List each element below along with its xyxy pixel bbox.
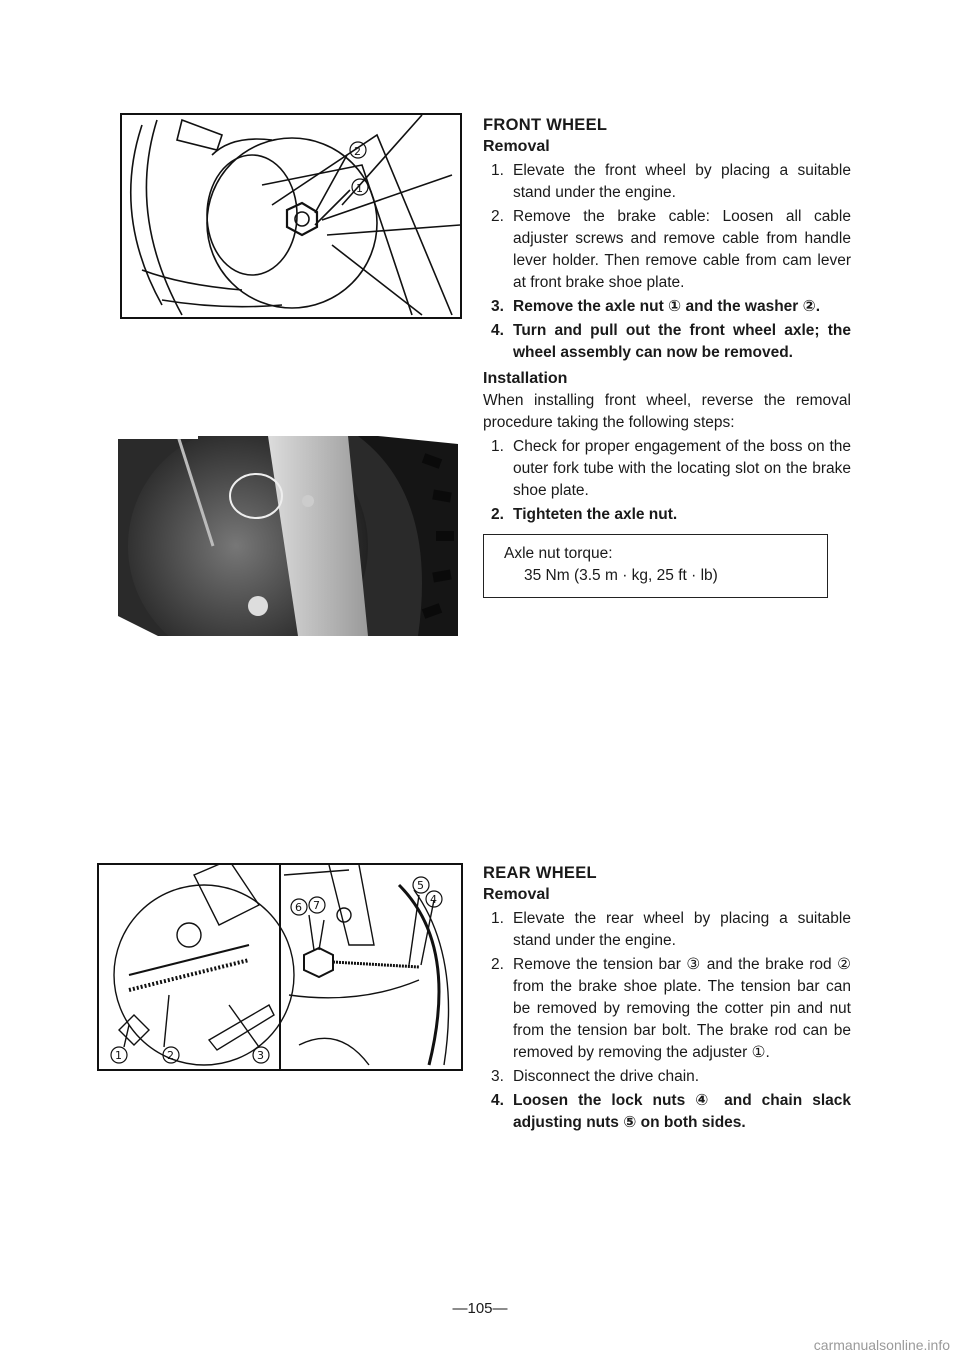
svg-text:5: 5	[417, 879, 424, 892]
watermark: carmanualsonline.info	[813, 1337, 950, 1353]
svg-text:6: 6	[295, 901, 302, 914]
list-item: 2. Tighteten the axle nut.	[491, 506, 678, 523]
front-removal-heading: Removal	[483, 138, 550, 155]
list-item: 3. Remove the axle nut ① and the washer ②.	[491, 298, 821, 315]
svg-text:4: 4	[430, 893, 437, 906]
list-item: 2. Remove the brake cable: Loosen all cable adjuster screws and remove cable from handle lever holder. Then remove cable from cam lever at front brake shoe plate.	[491, 208, 851, 291]
torque-spec-label: Axle nut torque:	[504, 545, 613, 562]
svg-text:1: 1	[115, 1049, 122, 1062]
rear-wheel-section	[483, 862, 851, 1136]
rear-wheel-figure	[97, 863, 463, 1071]
front-wheel-title: FRONT WHEEL	[483, 116, 608, 134]
svg-text:7: 7	[313, 899, 320, 912]
front-installation-heading: Installation	[483, 370, 568, 387]
front-installation-steps	[483, 436, 851, 526]
list-item: 1. Check for proper engagement of the boss on the outer fork tube with the locating slot on the brake shoe plate.	[491, 438, 851, 499]
list-item: 2. Remove the tension bar ③ and the brake rod ② from the brake shoe plate. The tension bar can be removed by removing the cotter pin and nut from the tension bar bolt. The brake rod can be removed by removing the adjuster ①.	[491, 956, 851, 1061]
list-item: 3. Disconnect the drive chain.	[491, 1068, 700, 1085]
list-item: 4. Turn and pull out the front wheel axle; the wheel assembly can now be removed.	[491, 322, 851, 361]
front-removal-steps	[483, 160, 851, 364]
front-wheel-section	[483, 114, 851, 598]
torque-spec-box	[483, 534, 828, 598]
torque-spec-value: 35 Nm (3.5 m · kg, 25 ft · lb)	[524, 567, 718, 584]
rear-wheel-title: REAR WHEEL	[483, 864, 597, 882]
svg-text:3: 3	[257, 1049, 264, 1062]
page-number: —105—	[452, 1300, 508, 1317]
rear-removal-heading: Removal	[483, 886, 550, 903]
front-axle-drawing	[122, 115, 460, 317]
svg-text:2: 2	[167, 1049, 174, 1062]
svg-text:2: 2	[354, 145, 361, 158]
list-item: 4. Loosen the lock nuts ④ and chain slack adjusting nuts ⑤ on both sides.	[491, 1092, 851, 1131]
rear-removal-steps	[483, 908, 851, 1134]
front-axle-figure	[120, 113, 462, 319]
installation-intro: When installing front wheel, reverse the removal procedure taking the following steps:	[483, 392, 851, 431]
list-item: 1. Elevate the rear wheel by placing a suitable stand under the engine.	[491, 910, 851, 949]
front-brake-photo	[118, 436, 458, 636]
svg-text:1: 1	[356, 182, 363, 195]
list-item: 1. Elevate the front wheel by placing a suitable stand under the engine.	[491, 162, 851, 201]
